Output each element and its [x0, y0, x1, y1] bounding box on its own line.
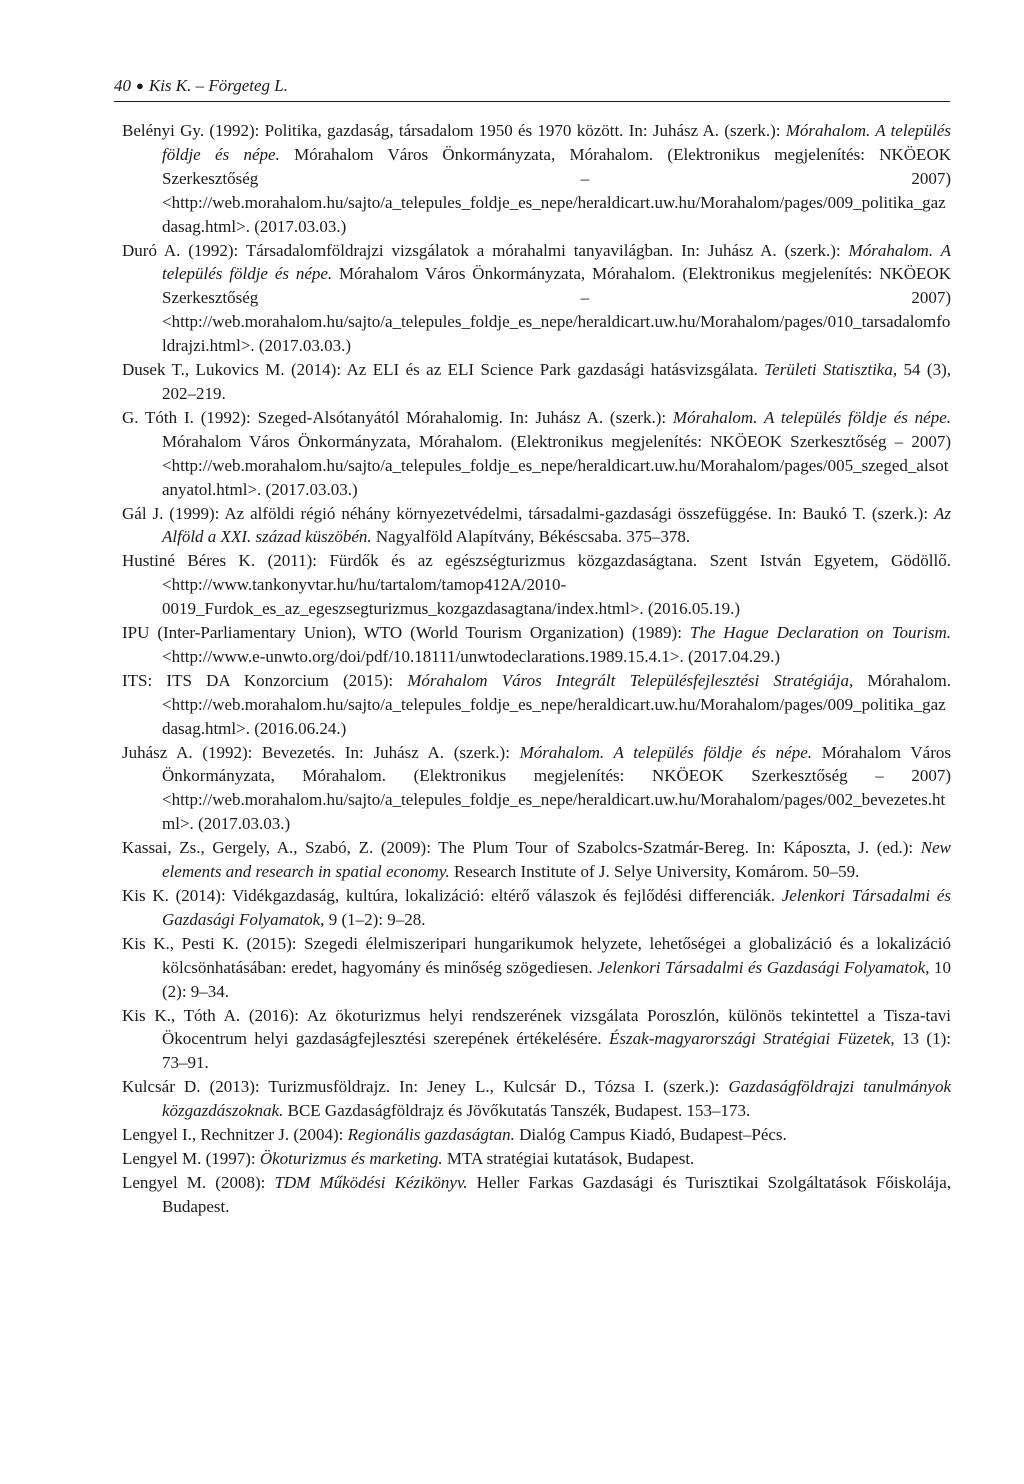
- reference-title: The Hague Declaration on Tourism.: [689, 623, 951, 643]
- reference-entry: [122, 669, 951, 741]
- reference-text: Dusek T., Lukovics M. (2014): Az ELI és az ELI Science Park gazdasági hatásvizsgálata.: [122, 360, 765, 380]
- reference-text: Lengyel I., Rechnitzer J. (2004):: [122, 1125, 348, 1145]
- reference-title: Jelenkori Társadalmi és Gazdasági Folyamatok,: [162, 886, 951, 929]
- page-number: 40: [114, 76, 131, 95]
- header-authors: Kis K. – Förgeteg L.: [148, 76, 289, 95]
- reference-text: Mórahalom Város Önkormányzata, Mórahalom. (Elektronikus megjelenítés: NKÖEOK Szerkesztőség – 2007) <http://web.morahalom.hu/sajto/a_telepules_foldje_es_nepe/heraldicart.uw.hu/Morahalom/pages/002_bevezetes.html>. (2017.03.03.): [162, 742, 952, 834]
- reference-entry: [122, 621, 951, 669]
- reference-entry: [122, 836, 951, 884]
- reference-text: Mórahalom Város Önkormányzata, Mórahalom. (Elektronikus megjelenítés: NKÖEOK Szerkesztőség – 2007) <http://web.morahalom.hu/sajto/a_telepules_foldje_es_nepe/heraldicart.uw.hu/Morahalom/pages/009_politika_gazdasag.html>. (2017.03.03.): [162, 144, 951, 236]
- reference-text: Belényi Gy. (1992): Politika, gazdaság, társadalom 1950 és 1970 között. In: Juhász A. (szerk.):: [122, 121, 786, 140]
- reference-entry: [122, 884, 951, 932]
- reference-entry: [122, 549, 951, 621]
- reference-title: TDM Működési Kézikönyv.: [274, 1172, 468, 1192]
- reference-text: 13 (1): 73–91.: [162, 1029, 951, 1073]
- reference-text: BCE Gazdaságföldrajz és Jövőkutatás Tanszék, Budapest. 153–173.: [283, 1101, 751, 1121]
- reference-text: Dialóg Campus Kiadó, Budapest–Pécs.: [514, 1125, 787, 1145]
- reference-list: [122, 119, 951, 1219]
- reference-text: Heller Farkas Gazdasági és Turisztikai Szolgáltatások Főiskolája, Budapest.: [162, 1172, 951, 1216]
- reference-entry: [122, 406, 951, 502]
- reference-text: Nagyalföld Alapítvány, Békéscsaba. 375–378.: [371, 527, 691, 547]
- reference-text: Kassai, Zs., Gergely, A., Szabó, Z. (2009): The Plum Tour of Szabolcs-Szatmár-Bereg. In: Káposzta, J. (ed.):: [122, 838, 921, 858]
- reference-entry: [122, 1075, 951, 1123]
- reference-entry: [122, 1171, 951, 1219]
- reference-text: 9 (1–2): 9–28.: [324, 909, 426, 929]
- reference-text: Lengyel M. (1997):: [122, 1148, 260, 1168]
- reference-title: Mórahalom. A település földje és népe.: [162, 240, 952, 284]
- reference-text: Kis K., Tóth A. (2016): Az ökoturizmus helyi rendszerének vizsgálata Poroszlón, különös tekintettel a Tisza-tavi Ökocentrum helyi gazdaságfejlesztési szerepének értékelésére.: [122, 1005, 951, 1049]
- reference-entry: [122, 932, 951, 1004]
- reference-entry: [122, 239, 951, 359]
- reference-text: Gál J. (1999): Az alföldi régió néhány környezetvédelmi, társadalmi-gazdasági összefüggése. In: Baukó T. (szerk.):: [122, 503, 934, 523]
- reference-text: G. Tóth I. (1992): Szeged-Alsótanyától Mórahalomig. In: Juhász A. (szerk.):: [122, 407, 673, 427]
- reference-text: ITS: ITS DA Konzorcium (2015):: [122, 670, 408, 690]
- reference-text: 10 (2): 9–34.: [162, 957, 952, 1001]
- reference-title: Észak-magyarországi Stratégiai Füzetek,: [609, 1029, 895, 1049]
- reference-entry: [122, 1147, 951, 1171]
- reference-text: Mórahalom Város Önkormányzata, Mórahalom. (Elektronikus megjelenítés: NKÖEOK Szerkesztőség – 2007) <http://web.morahalom.hu/sajto/a_telepules_foldje_es_nepe/heraldicart.uw.hu/Morahalom/pages/010_tarsadalomfoldrajzi.html>. (2017.03.03.): [162, 264, 951, 356]
- reference-title: Az Alföld a XXI. század küszöbén.: [162, 503, 951, 547]
- reference-title: Ökoturizmus és marketing.: [259, 1148, 443, 1168]
- reference-entry: [122, 741, 951, 837]
- reference-text: <http://www.e-unwto.org/doi/pdf/10.18111/unwtodeclarations.1989.15.4.1>. (2017.04.29.): [162, 646, 781, 666]
- reference-entry: [122, 358, 951, 406]
- reference-text: Duró A. (1992): Társadalomföldrajzi vizsgálatok a mórahalmi tanyavilágban. In: Juhász A. (szerk.):: [122, 240, 849, 260]
- bullet-icon: ●: [136, 78, 144, 93]
- reference-text: Kulcsár D. (2013): Turizmusföldrajz. In: Jeney L., Kulcsár D., Tózsa I. (szerk.):: [122, 1077, 729, 1097]
- reference-entry: [122, 502, 951, 550]
- reference-text: Research Institute of J. Selye University, Komárom. 50–59.: [449, 862, 860, 882]
- reference-text: Hustiné Béres K. (2011): Fürdők és az egészségturizmus közgazdaságtana. Szent István Egyetem, Gödöllő. <http://www.tankonyvtar.hu/hu/tartalom/tamop412A/2010-0019_Furdok_es_az_egeszsegturizmus_kozgazdasagtana/index.html>. (2016.05.19.): [122, 551, 951, 619]
- reference-title: Regionális gazdaságtan.: [347, 1125, 515, 1145]
- reference-text: IPU (Inter-Parliamentary Union), WTO (World Tourism Organization) (1989):: [122, 623, 690, 643]
- reference-text: Juhász A. (1992): Bevezetés. In: Juhász A. (szerk.):: [122, 742, 520, 762]
- reference-text: Mórahalom Város Önkormányzata, Mórahalom. (Elektronikus megjelenítés: NKÖEOK Szerkesztőség – 2007) <http://web.morahalom.hu/sajto/a_telepules_foldje_es_nepe/heraldicart.uw.hu/Morahalom/pages/005_szeged_alsotanyatol.html>. (2017.03.03.): [162, 431, 951, 499]
- reference-title: Mórahalom. A település földje és népe.: [672, 407, 951, 427]
- reference-title: New elements and research in spatial economy.: [162, 838, 951, 882]
- reference-title: Gazdaságföldrajzi tanulmányok közgazdászoknak.: [162, 1077, 951, 1121]
- running-header: [114, 76, 950, 102]
- reference-entry: [122, 119, 951, 239]
- reference-text: Mórahalom. <http://web.morahalom.hu/sajto/a_telepules_foldje_es_nepe/heraldicart.uw.hu/Morahalom/pages/009_politika_gazdasag.html>. (2016.06.24.): [162, 670, 951, 738]
- reference-title: Mórahalom. A település földje és népe.: [519, 742, 813, 762]
- reference-title: Mórahalom. A település földje és népe.: [162, 121, 952, 164]
- reference-title: Területi Statisztika,: [764, 360, 898, 380]
- reference-entry: [122, 1123, 951, 1147]
- reference-text: Lengyel M. (2008):: [122, 1172, 275, 1192]
- reference-text: Kis K. (2014): Vidékgazdaság, kultúra, lokalizáció: eltérő válaszok és fejlődési differenciák.: [122, 886, 782, 905]
- reference-text: MTA stratégiai kutatások, Budapest.: [442, 1148, 695, 1168]
- reference-text: Kis K., Pesti K. (2015): Szegedi élelmiszeripari hungarikumok helyzete, lehetőségei a globalizáció és a lokalizáció kölcsönhatásában: eredet, hagyomány és minőség szögediesen.: [122, 933, 951, 977]
- reference-title: Jelenkori Társadalmi és Gazdasági Folyamatok,: [597, 957, 930, 977]
- reference-text: 54 (3), 202–219.: [162, 360, 951, 403]
- reference-title: Mórahalom Város Integrált Településfejlesztési Stratégiája,: [407, 670, 854, 690]
- reference-entry: [122, 1004, 951, 1076]
